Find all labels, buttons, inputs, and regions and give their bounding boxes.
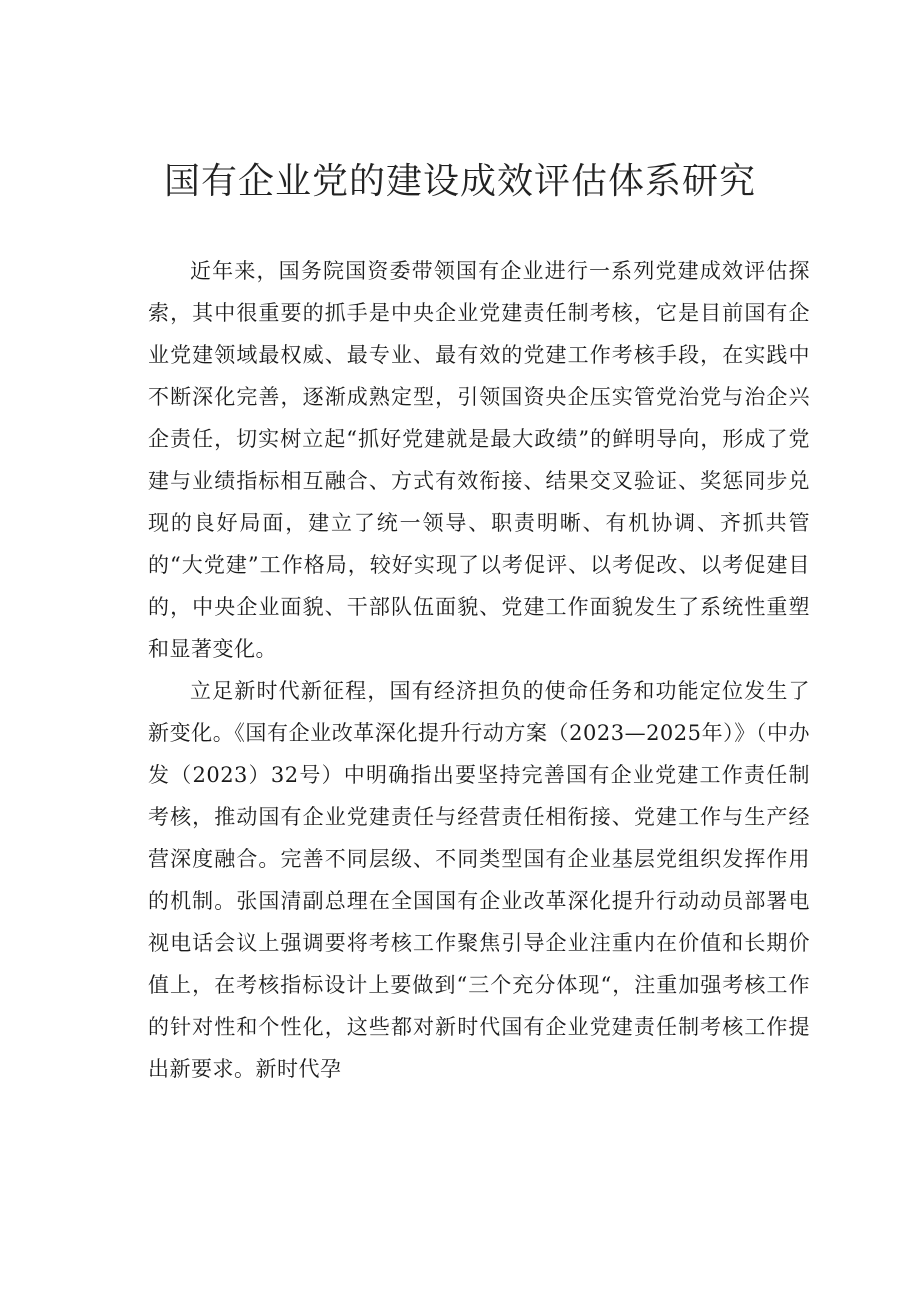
document-body [148,250,810,1090]
document-title: 国有企业党的建设成效评估体系研究 [163,161,756,202]
paragraph-1: 近年来，国务院国资委带领国有企业进行一系列党建成效评估探索，其中很重要的抓手是中央企业党建责任制考核，它是目前国有企业党建领域最权威、最专业、最有效的党建工作考核手段，在实践中不断深化完善，逐渐成熟定型，引领国资央企压实管党治党与治企兴企责任，切实树立起“抓好党建就是最大政绩”的鲜明导向，形成了党建与业绩指标相互融合、方式有效衔接、结果交叉验证、奖惩同步兑现的良好局面，建立了统一领导、职责明晰、有机协调、齐抓共管的“大党建”工作格局，较好实现了以考促评、以考促改、以考促建目的，中央企业面貌、干部队伍面貌、党建工作面貌发生了系统性重塑和显著变化。 [148,259,810,661]
paragraph-2: 立足新时代新征程，国有经济担负的使命任务和功能定位发生了新变化。《国有企业改革深化提升行动方案（2023—2025年）》（中办发（2023）32号）中明确指出要坚持完善国有企业党建工作责任制考核，推动国有企业党建责任与经营责任相衔接、党建工作与生产经营深度融合。完善不同层级、不同类型国有企业基层党组织发挥作用的机制。张国清副总理在全国国有企业改革深化提升行动动员部署电视电话会议上强调要将考核工作聚焦引导企业注重内在价值和长期价值上，在考核指标设计上要做到“三个充分体现“，注重加强考核工作的针对性和个性化，这些都对新时代国有企业党建责任制考核工作提出新要求。新时代孕 [148,679,810,1081]
